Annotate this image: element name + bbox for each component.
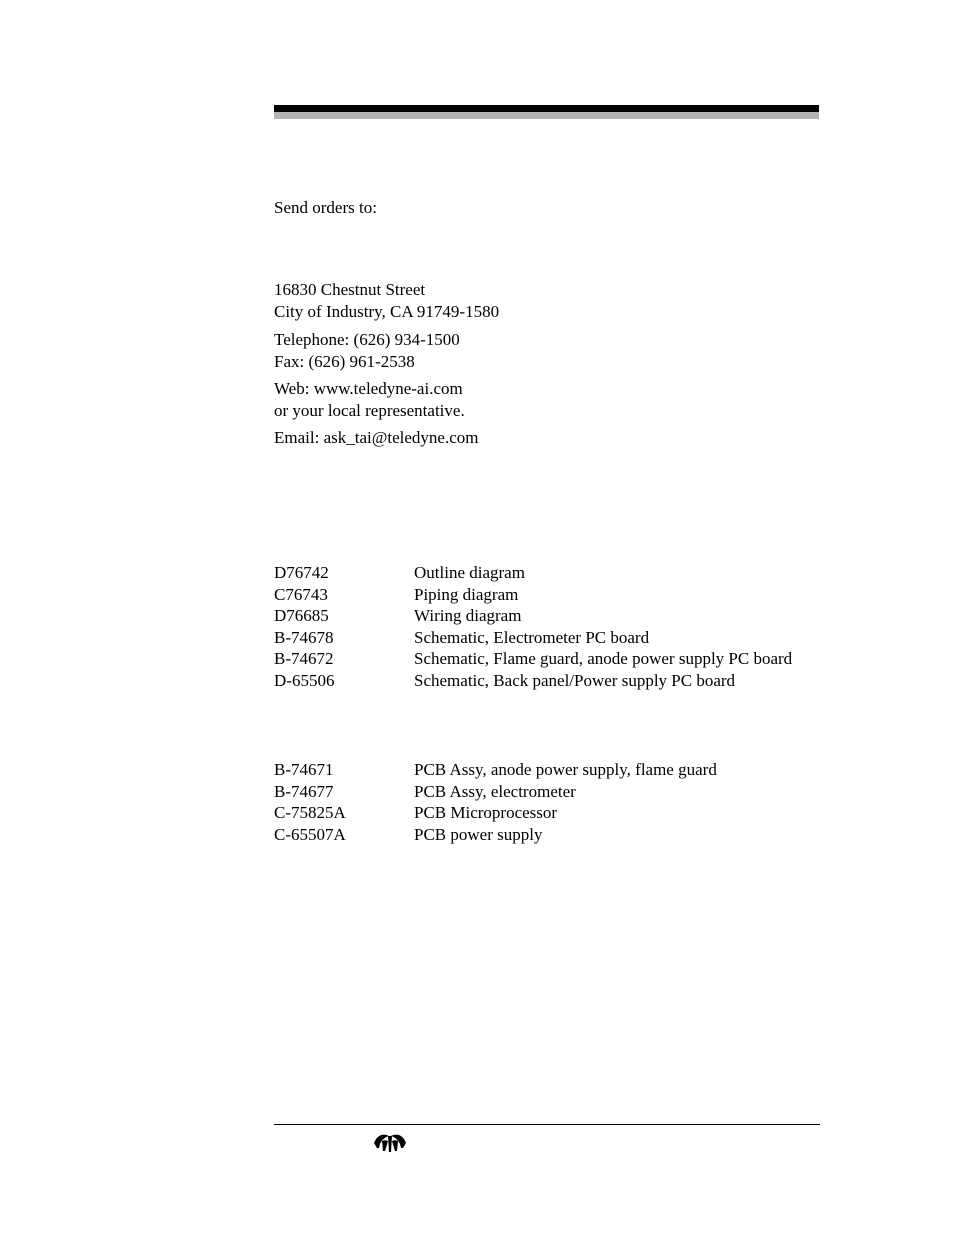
board-description: PCB Microprocessor	[414, 803, 558, 822]
drawing-code: D76685	[274, 606, 329, 625]
list-item	[274, 670, 819, 692]
list-item	[274, 584, 819, 606]
list-item	[274, 605, 819, 627]
board-code: B-74677	[274, 781, 334, 801]
drawing-description: Schematic, Electrometer PC board	[414, 627, 650, 647]
board-code: C-75825A	[274, 803, 346, 822]
list-item	[274, 562, 819, 584]
list-item	[274, 781, 819, 803]
drawing-code: B-74678	[274, 627, 334, 647]
list-item	[274, 824, 819, 846]
teledyne-logo-icon	[373, 1131, 407, 1153]
drawing-description: Schematic, Back panel/Power supply PC board	[414, 670, 736, 690]
list-item	[274, 648, 819, 670]
list-item	[274, 759, 819, 781]
drawing-description: Schematic, Flame guard, anode power supply PC board	[414, 649, 793, 668]
drawing-description: Wiring diagram	[414, 606, 522, 625]
board-description: PCB power supply	[414, 824, 543, 844]
telephone-line: Telephone: (626) 934-1500	[274, 330, 460, 349]
web-line: Web: www.teledyne-ai.com	[274, 379, 463, 398]
drawing-code: C76743	[274, 584, 328, 604]
representative-line: or your local representative.	[274, 400, 465, 420]
send-orders-label: Send orders to:	[274, 198, 377, 217]
board-description: PCB Assy, anode power supply, flame guard	[414, 760, 717, 779]
board-code: B-74671	[274, 760, 334, 779]
phone-block	[274, 329, 460, 372]
drawing-description: Piping diagram	[414, 584, 519, 604]
boards-list	[274, 759, 819, 845]
header-rule	[274, 105, 819, 112]
list-item	[274, 802, 819, 824]
street-address: 16830 Chestnut Street	[274, 280, 426, 299]
drawing-code: D-65506	[274, 670, 335, 690]
web-block	[274, 378, 465, 421]
list-item	[274, 627, 819, 649]
header-rule-shadow	[274, 112, 819, 119]
drawing-description: Outline diagram	[414, 563, 525, 582]
city-address: City of Industry, CA 91749-1580	[274, 301, 500, 321]
board-description: PCB Assy, electrometer	[414, 781, 576, 801]
email-line: Email: ask_tai@teledyne.com	[274, 428, 479, 447]
drawing-code: B-74672	[274, 649, 334, 668]
fax-line: Fax: (626) 961-2538	[274, 351, 415, 371]
drawing-code: D76742	[274, 563, 329, 582]
address-block	[274, 279, 499, 322]
footer-rule	[274, 1124, 820, 1125]
board-code: C-65507A	[274, 824, 346, 844]
drawings-list	[274, 562, 819, 691]
